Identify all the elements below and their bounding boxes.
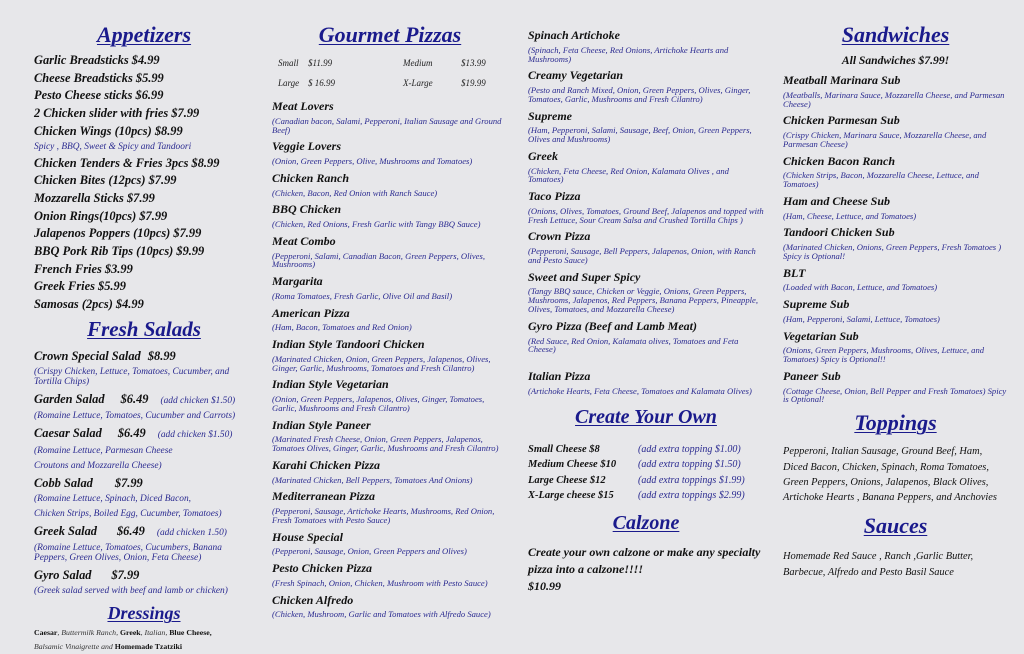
item-description: (Greek salad served with beef and lamb or chicken): [34, 586, 228, 597]
sauces-list: Homemade Red Sauce , Ranch ,Garlic Butter, Barbecue, Alfredo and Pesto Basil Sauce: [783, 551, 974, 578]
menu-item: Mediterranean Pizza: [272, 489, 376, 504]
menu-item: Small Cheese $8 (add extra topping $1.00): [528, 443, 741, 455]
item-description: (Chicken Strips, Bacon, Mozzarella Cheese, Lettuce, and Tomatoes): [783, 170, 979, 190]
menu-item: Ham and Cheese Sub: [783, 193, 891, 208]
item-description: (Onions, Green Peppers, Mushrooms, Olives, Lettuce, and Tomatoes) Spicy is Optional!!: [783, 345, 985, 365]
dressings-title: Dressings: [107, 603, 181, 624]
item-description: (Meatballs, Marinara Sauce, Mozzarella Cheese, and Parmesan Cheese): [783, 89, 1005, 109]
appetizers-list: [34, 52, 254, 314]
menu-item: Italian Pizza: [528, 369, 591, 384]
dressings-list: Caesar, Buttermilk Ranch, Greek, Italian, Blue Cheese, Balsamic Vinaigrette and Homemade Tzatziki: [34, 628, 212, 652]
item-description: (Ham, Cheese, Lettuce, and Tomatoes): [783, 210, 917, 221]
item-description: (Ham, Pepperoni, Salami, Sausage, Beef, Onion, Green Peppers, Olives and Mushrooms): [528, 125, 752, 145]
menu-item: Tandoori Chicken Sub: [783, 225, 895, 240]
menu-item: Creamy Vegetarian: [528, 68, 623, 83]
item-description: (Romaine Lettuce, Tomatoes, Cucumbers, Banana Peppers, Green Olives, Onion, Feta Cheese): [34, 543, 222, 564]
menu-item: Gyro Pizza (Beef and Lamb Meat): [528, 318, 697, 333]
item-description: (Red Sauce, Red Onion, Kalamata olives, Tomatoes and Feta Cheese): [528, 335, 739, 355]
menu-item: Pesto Chicken Pizza: [272, 561, 373, 576]
menu-item: Crown Pizza: [528, 229, 591, 244]
menu-item: Supreme Sub: [783, 297, 850, 312]
menu-item: Margarita: [272, 274, 323, 289]
menu-item: Indian Style Paneer: [272, 417, 371, 432]
menu-item: Indian Style Vegetarian: [272, 377, 389, 392]
menu-item: 2 Chicken slider with fries $7.99: [34, 106, 200, 121]
toppings-list: Pepperoni, Italian Sausage, Ground Beef, Ham, Diced Bacon, Chicken, Spinach, Roma Tomatoes, Green Peppers, Onions, Jalapenos, Black Olives, Artichoke Hearts , Banana Peppers, and Anchovies: [783, 446, 997, 504]
item-description: (Artichoke Hearts, Feta Cheese, Tomatoes and Kalamata Olives): [528, 385, 752, 396]
menu-item: Chicken Ranch: [272, 170, 350, 185]
item-description: (Tangy BBQ sauce, Chicken or Veggie, Onions, Green Peppers, Mushrooms, Jalapenos, Red Peppers, Banana Peppers, Pineapple, Olives, Tomatoes, and Mozzarella Cheese): [528, 286, 759, 315]
item-description: (Cottage Cheese, Onion, Bell Pepper and Fresh Tomatoes) Spicy is Optional!: [783, 385, 1007, 405]
menu-item: Meatball Marinara Sub: [783, 73, 901, 87]
menu-item: Large Cheese $12 (add extra toppings $1.99): [528, 474, 745, 486]
calzone-description: Create your own calzone or make any specialty pizza into a calzone!!!!: [528, 544, 761, 576]
menu-item: Gyro Salad $7.99: [34, 568, 140, 583]
item-description: (Chicken, Mushroom, Garlic and Tomatoes with Alfredo Sauce): [272, 609, 491, 620]
menu-item: Sweet and Super Spicy: [528, 269, 641, 284]
menu-item: Greek: [528, 148, 558, 163]
menu-item: BBQ Pork Rib Tips (10pcs) $9.99: [34, 244, 205, 259]
menu-item: Onion Rings(10pcs) $7.99: [34, 208, 168, 223]
sandwiches-price-note: All Sandwiches $7.99!: [841, 54, 950, 67]
calzone-title: Calzone: [612, 511, 680, 534]
menu-item: Veggie Lovers: [272, 139, 341, 154]
menu-item: Chicken Wings (10pcs) $8.99: [34, 123, 183, 138]
menu-item: Chicken Tenders & Fries 3pcs $8.99: [34, 155, 220, 170]
salads-title: Fresh Salads: [87, 316, 201, 341]
menu-item: Chicken Alfredo: [272, 592, 354, 607]
item-description: (Pepperoni, Salami, Canadian Bacon, Green Peppers, Olives, Mushrooms): [272, 250, 485, 270]
create-your-own-title: Create Your Own: [575, 405, 717, 428]
item-description: (Roma Tomatoes, Fresh Garlic, Olive Oil and Basil): [272, 290, 453, 301]
menu-item: Supreme: [528, 108, 573, 123]
menu-item: Indian Style Tandoori Chicken: [272, 337, 425, 352]
menu-item: X-Large cheese $15 (add extra toppings $2.99): [528, 490, 745, 502]
pizza-list: [272, 98, 508, 619]
column-gourmet-pizzas: [272, 0, 508, 623]
menu-item: Greek Salad $6.49 (add chicken 1.50): [34, 523, 227, 538]
menu-item: House Special: [272, 529, 343, 544]
item-description: (Pepperoni, Sausage, Artichoke Hearts, Mushrooms, Red Onion, Fresh Tomatoes with Pesto Sauce): [272, 506, 495, 525]
menu-item: Spinach Artichoke: [528, 28, 620, 42]
menu-item: Garden Salad $6.49 (add chicken $1.50): [34, 391, 236, 406]
menu-item: Jalapenos Poppers (10pcs) $7.99: [34, 226, 202, 241]
item-description: (Marinated Chicken, Bell Peppers, Tomatoes And Onions): [272, 474, 473, 485]
wings-flavors-note: Spicy , BBQ, Sweet & Spicy and Tandoori: [34, 141, 192, 152]
salads-list: [34, 348, 254, 596]
pizza-size-prices: Small $11.99 Medium $13.99 Large $ 16.99 X-Large $19.99: [278, 58, 486, 88]
item-description: (Crispy Chicken, Lettuce, Tomatoes, Cucumber, and Tortilla Chips): [34, 366, 230, 387]
item-description: (Romaine Lettuce, Spinach, Diced Bacon,: [34, 493, 191, 504]
menu-item: Samosas (2pcs) $4.99: [34, 297, 144, 312]
menu-item: BLT: [783, 265, 806, 280]
menu-item: Mozzarella Sticks $7.99: [34, 190, 155, 205]
item-description: (Crispy Chicken, Marinara Sauce, Mozzarella Cheese, and Parmesan Cheese): [783, 130, 987, 149]
item-description: (Pepperoni, Sausage, Onion, Green Peppers and Olives): [272, 546, 467, 557]
column-appetizers-salads: [34, 0, 254, 654]
menu-item: Vegetarian Sub: [783, 328, 859, 343]
item-description: Chicken Strips, Boiled Egg, Cucumber, Tomatoes): [34, 508, 222, 519]
item-description: (Fresh Spinach, Onion, Chicken, Mushroom with Pesto Sauce): [272, 577, 488, 588]
sauces-title: Sauces: [863, 513, 928, 539]
menu-item: Greek Fries $5.99: [34, 279, 126, 294]
menu-item: Meat Lovers: [272, 99, 334, 113]
menu-item: French Fries $3.99: [34, 261, 133, 276]
menu-item: Pesto Cheese sticks $6.99: [34, 88, 164, 103]
item-description: (Canadian bacon, Salami, Pepperoni, Italian Sausage and Ground Beef): [272, 115, 502, 135]
item-description: (Romaine Lettuce, Parmesan Cheese: [34, 445, 173, 456]
item-description: (Chicken, Red Onions, Fresh Garlic with Tangy BBQ Sauce): [272, 219, 481, 229]
menu-item: American Pizza: [272, 305, 350, 320]
appetizers-title: Appetizers: [96, 22, 192, 47]
item-description: (Spinach, Feta Cheese, Red Onions, Artichoke Hearts and Mushrooms): [528, 44, 729, 64]
menu-item: Garlic Breadsticks $4.99: [34, 53, 160, 67]
item-description: (Marinated Chicken, Onions, Green Peppers, Fresh Tomatoes ) Spicy is Optional!: [783, 242, 1002, 261]
sandwiches-title: Sandwiches: [841, 22, 950, 47]
menu-item: Paneer Sub: [783, 368, 841, 383]
menu-item: Meat Combo: [272, 233, 336, 248]
item-description: (Chicken, Bacon, Red Onion with Ranch Sauce): [272, 187, 438, 198]
item-description: (Pesto and Ranch Mixed, Onion, Green Peppers, Olives, Ginger, Tomatoes, Garlic, Mushrooms and Fresh Cilantro): [528, 85, 751, 104]
item-description: (Onion, Green Peppers, Jalapenos, Olives, Ginger, Tomatoes, Garlic, Mushrooms and Fresh Cilantro): [272, 394, 485, 413]
item-description: (Marinated Chicken, Onion, Green Peppers, Jalapenos, Olives, Ginger, Garlic, Mushrooms, Tomatoes and Fresh Cilantro): [272, 353, 491, 373]
create-your-own-list: [528, 442, 764, 504]
item-description: (Onions, Olives, Tomatoes, Ground Beef, Jalapenos and topped with Fresh Lettuce, Sour Cream Salsa and Crushed Tortilla Chips ): [528, 205, 764, 225]
item-description: (Onion, Green Peppers, Olive, Mushrooms and Tomatoes): [272, 156, 473, 166]
menu-item: Cheese Breadsticks $5.99: [34, 70, 164, 85]
item-description: (Romaine Lettuce, Tomatoes, Cucumber and Carrots): [34, 411, 236, 422]
column-pizzas-continued: [528, 0, 764, 595]
menu-item: Karahi Chicken Pizza: [272, 457, 381, 472]
item-description: (Ham, Bacon, Tomatoes and Red Onion): [272, 322, 412, 333]
item-description: (Pepperoni, Sausage, Bell Peppers, Jalapenos, Onion, with Ranch and Pesto Sauce): [528, 246, 756, 265]
item-description: (Marinated Fresh Cheese, Onion, Green Peppers, Jalapenos, Tomatoes Olives, Ginger, Garlic, Mushrooms and Fresh Cilantro): [272, 434, 499, 454]
toppings-title: Toppings: [854, 410, 937, 436]
pizza-list-continued: [528, 27, 764, 396]
menu-item: Chicken Bacon Ranch: [783, 153, 896, 168]
item-description: (Loaded with Bacon, Lettuce, and Tomatoes): [783, 282, 938, 293]
menu-item: Taco Pizza: [528, 189, 581, 204]
menu-item: Medium Cheese $10 (add extra topping $1.50): [528, 459, 741, 471]
menu-item: BBQ Chicken: [272, 202, 342, 217]
sandwich-list: [783, 72, 1008, 404]
calzone-price: $10.99: [528, 578, 561, 593]
item-description: (Chicken, Feta Cheese, Red Onion, Kalamata Olives , and Tomatoes): [528, 165, 729, 185]
menu-item: Chicken Bites (12pcs) $7.99: [34, 173, 177, 188]
menu-item: Crown Special Salad $8.99: [34, 348, 176, 363]
pizzas-title: Gourmet Pizzas: [318, 22, 462, 47]
item-description: Croutons and Mozzarella Cheese): [34, 460, 162, 471]
menu-item: Chicken Parmesan Sub: [783, 113, 900, 128]
item-description: (Ham, Pepperoni, Salami, Lettuce, Tomatoes): [783, 313, 940, 324]
menu-item: Cobb Salad $7.99: [34, 475, 143, 490]
menu-item: Caesar Salad $6.49 (add chicken $1.50): [34, 426, 233, 441]
column-sandwiches: [783, 0, 1008, 580]
